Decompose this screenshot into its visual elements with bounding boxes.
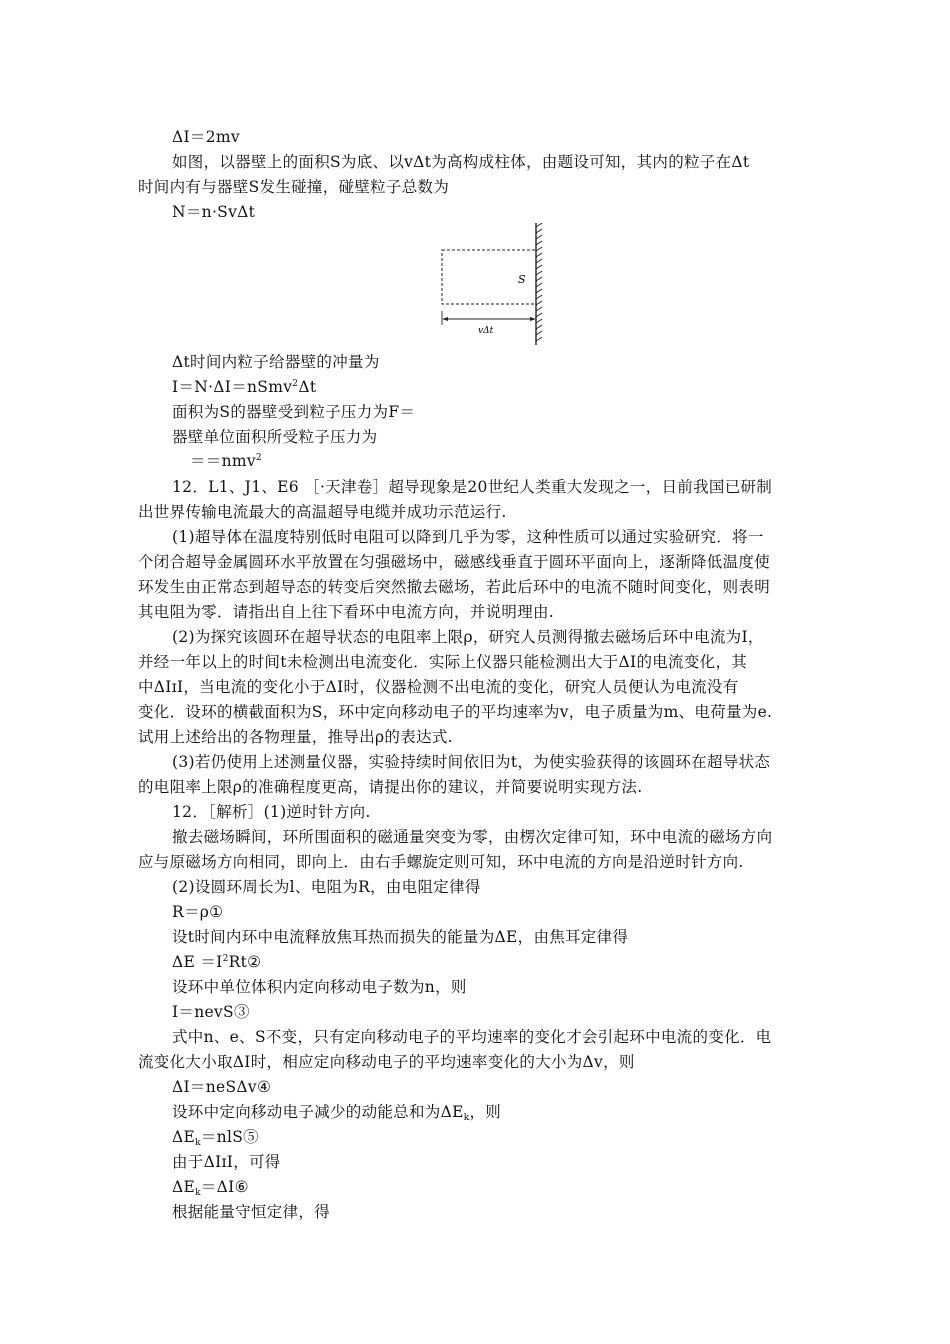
wall-hatching bbox=[536, 223, 542, 341]
text-line: 撤去磁场瞬间，环所围面积的磁通量突变为零，由楞次定律可知，环中电流的磁场方向 bbox=[172, 828, 773, 846]
length-label: vΔt bbox=[478, 326, 494, 336]
text-line: 中ΔIɪI，当电流的变化小于ΔI时，仪器检测不出电流的变化，研究人员便认为电流没有 bbox=[138, 678, 739, 696]
text-line: 12．L1、J1、E6 ［·天津卷］超导现象是20世纪人类重大发现之一，日前我国已研制 bbox=[172, 478, 773, 496]
text-line: (2)设圆环周长为l、电阻为R，由电阻定律得 bbox=[172, 878, 481, 896]
text-line: 设环中单位体积内定向移动电子数为n，则 bbox=[172, 978, 467, 996]
text-line: 环发生由正常态到超导态的转变后突然撤去磁场，若此后环中的电流不随时间变化，则表明 bbox=[138, 578, 771, 596]
text-line: 流变化大小取ΔI时，相应定向移动电子的平均速率变化的大小为Δv，则 bbox=[138, 1053, 635, 1071]
subscript: k bbox=[195, 1138, 201, 1148]
text-line: R＝ρ① bbox=[172, 903, 224, 921]
text-line: 时间内有与器壁S发生碰撞，碰壁粒子总数为 bbox=[138, 178, 450, 196]
text-line: ΔI＝neSΔv④ bbox=[172, 1078, 272, 1096]
text-run: ＝ΔI⑥ bbox=[200, 1178, 249, 1196]
text-line: 其电阻为零．请指出自上往下看环中电流方向，并说明理由. bbox=[138, 603, 555, 621]
text-line: 根据能量守恒定律，得 bbox=[172, 1203, 331, 1221]
text-run: ＝nlS⑤ bbox=[200, 1128, 259, 1146]
subscript: k bbox=[463, 1113, 470, 1123]
text-line: 变化．设环的横截面积为S，环中定向移动电子的平均速率为v，电子质量为m、电荷量为e. bbox=[138, 703, 773, 721]
text-line: (3)若仍使用上述测量仪器，实验持续时间依旧为t，为使实验获得的该圆环在超导状态 bbox=[172, 753, 771, 771]
text-line: 式中n、e、S不变，只有定向移动电子的平均速率的变化才会引起环中电流的变化．电 bbox=[172, 1028, 772, 1046]
text-run: ΔE bbox=[172, 1178, 196, 1196]
text-line: 12．［解析］(1)逆时针方向. bbox=[172, 803, 371, 821]
text-line bbox=[172, 377, 316, 397]
superscript: 2 bbox=[255, 453, 262, 463]
text-line: 个闭合超导金属圆环水平放置在匀强磁场中，磁感线垂直于圆环平面向上，逐渐降低温度使 bbox=[138, 553, 771, 571]
text-run: I＝N·ΔI＝nSmv bbox=[172, 378, 293, 396]
text-run: ΔE bbox=[172, 1128, 196, 1146]
text-run: ，则 bbox=[469, 1103, 502, 1121]
cylinder-diagram bbox=[436, 223, 548, 345]
text-line bbox=[172, 952, 261, 972]
text-run: ΔE ＝I bbox=[172, 953, 223, 971]
text-line: 器壁单位面积所受粒子压力为 bbox=[172, 428, 378, 446]
text-line bbox=[190, 451, 262, 471]
text-line: 面积为S的器壁受到粒子压力为F＝ bbox=[172, 403, 416, 421]
text-line: Δt时间内粒子给器壁的冲量为 bbox=[172, 353, 380, 371]
text-line: 试用上述给出的各物理量，推导出ρ的表达式. bbox=[138, 728, 453, 746]
text-line: 设t时间内环中电流释放焦耳热而损失的能量为ΔE，由焦耳定律得 bbox=[172, 928, 629, 946]
text-line: 并经一年以上的时间t未检测出电流变化．实际上仪器只能检测出大于ΔI的电流变化，其 bbox=[138, 653, 748, 671]
text-line: I＝nevS③ bbox=[172, 1003, 250, 1021]
text-line: 如图，以器壁上的面积S为底、以vΔt为高构成柱体，由题设可知，其内的粒子在Δt bbox=[172, 153, 750, 171]
text-run: ＝＝nmv bbox=[190, 452, 256, 470]
text-line bbox=[172, 1177, 249, 1197]
text-line: 应与原磁场方向相同，即向上．由右手螺旋定则可知，环中电流的方向是沿逆时针方向. bbox=[138, 853, 744, 871]
text-run: 设环中定向移动电子减少的动能总和为ΔE bbox=[172, 1103, 464, 1121]
text-line bbox=[172, 1127, 259, 1147]
text-line: 出世界传输电流最大的高温超导电缆并成功示范运行. bbox=[138, 503, 507, 521]
text-line bbox=[172, 1102, 501, 1122]
text-run: Rt② bbox=[228, 953, 262, 971]
subscript: k bbox=[195, 1188, 201, 1198]
text-line: (1)超导体在温度特别低时电阻可以降到几乎为零，这种性质可以通过实验研究．将一 bbox=[172, 528, 764, 546]
text-run: Δt bbox=[298, 378, 317, 396]
text-line: N＝n·SvΔt bbox=[172, 203, 256, 221]
superscript: 2 bbox=[222, 954, 229, 964]
text-line: (2)为探究该圆环在超导状态的电阻率上限ρ，研究人员测得撤去磁场后环中电流为I， bbox=[172, 628, 764, 646]
area-label: S bbox=[518, 273, 526, 286]
text-line: ΔI＝2mv bbox=[172, 128, 240, 146]
text-line: 的电阻率上限ρ的准确程度更高，请提出你的建议，并简要说明实现方法. bbox=[138, 778, 643, 796]
text-line: 由于ΔIɪI，可得 bbox=[172, 1153, 281, 1171]
superscript: 2 bbox=[292, 379, 299, 389]
